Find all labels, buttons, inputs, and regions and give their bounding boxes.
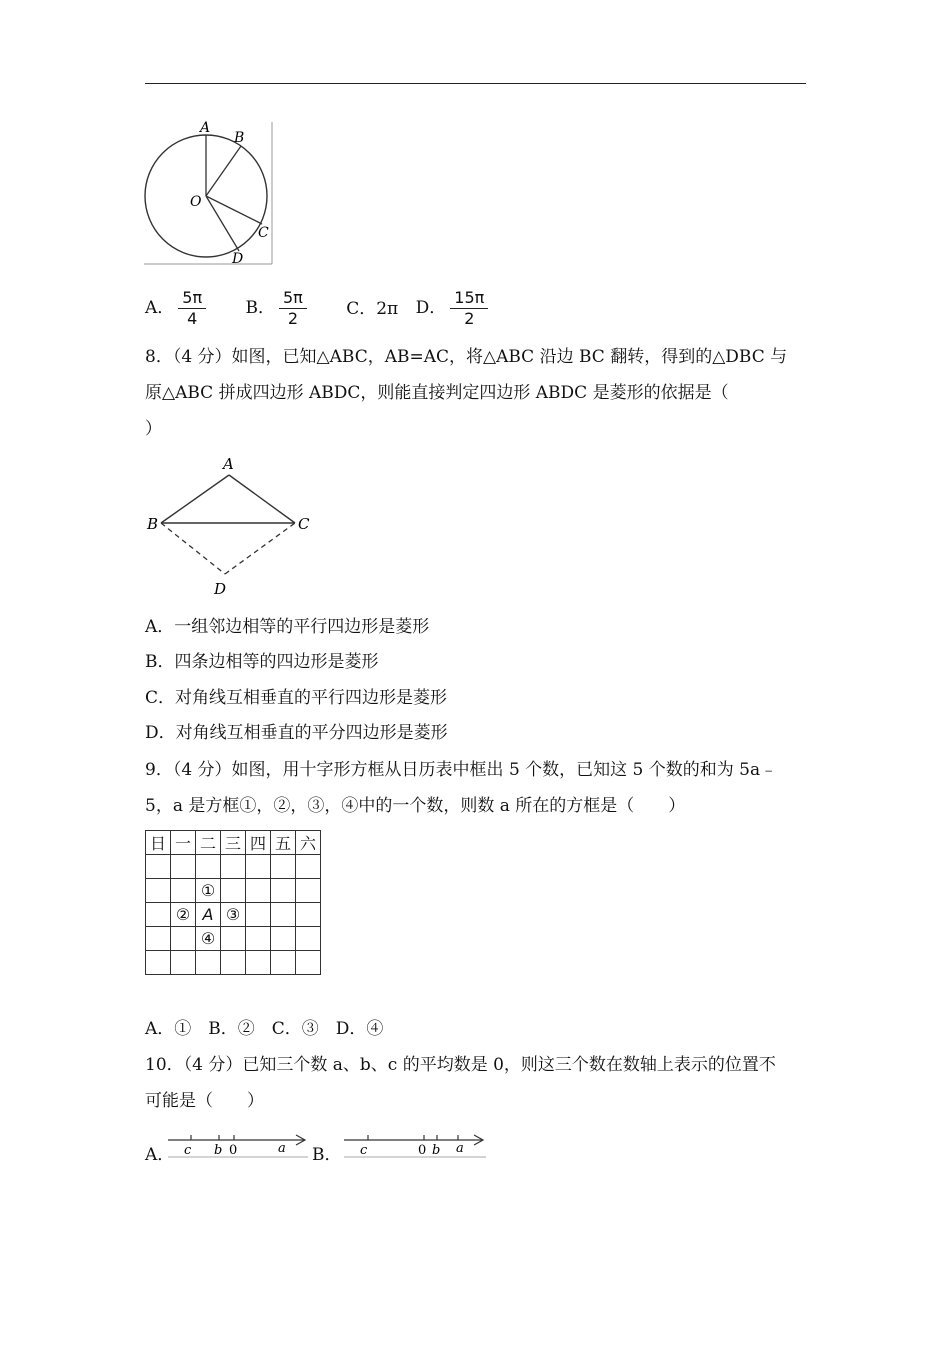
q8-opt-c[interactable]: C．对角线互相垂直的平行四边形是菱形 [145,688,448,708]
q7-opt-a[interactable] [145,288,210,329]
box-1: ① [196,879,221,903]
label-c: C [298,515,310,533]
calendar-header-cell: 三 [221,831,246,855]
q8-opt-a[interactable]: A．一组邻边相等的平行四边形是菱形 [145,617,430,637]
calendar-header-cell: 一 [171,831,196,855]
number-line-b [340,1130,490,1160]
q7-opt-c-letter: C． [346,298,377,319]
q10-opt-a-label[interactable]: A． [145,1145,175,1165]
box-2: ② [171,903,196,927]
side-ac [229,475,295,523]
q8-stem-line3: ） [145,419,162,439]
q9-stem-line1: 9．（4 分）如图，用十字形方框从日历表中框出 5 个数，已知这 5 个数的和为 5a﹣ [145,760,778,780]
q7-opt-a-den: 4 [187,309,198,328]
q10-stem-line2: 可能是（ ） [145,1091,264,1111]
calendar-header-cell: 二 [196,831,221,855]
calendar-header-cell: 五 [271,831,296,855]
q10-stem-line1: 10．（4 分）已知三个数 a、b、c 的平均数是 0，则这三个数在数轴上表示的位置不 [145,1055,776,1075]
q7-opt-c-text: 2π [376,298,399,319]
rhombus-figure [140,452,330,600]
radius-ob [206,146,241,196]
label-a: a [278,1141,286,1156]
q7-opt-d-den: 2 [464,309,475,328]
label-d: D [214,580,227,598]
calendar-header-row [146,831,321,855]
q7-opt-b-letter: B． [245,298,275,318]
label-b: B [234,130,245,146]
q7-opt-a-num: 5π [178,288,206,309]
label-b: B [147,515,159,533]
label-d: D [232,251,244,267]
label-zero: 0 [418,1143,427,1158]
q8-stem-line2: 原△ABC 拼成四边形 ABDC，则能直接判定四边形 ABDC 是菱形的依据是（ [145,383,729,403]
label-a: A [223,455,234,473]
label-zero: 0 [229,1143,238,1158]
calendar-header-cell: 六 [296,831,321,855]
calendar-header-cell: 四 [246,831,271,855]
label-b: b [214,1143,223,1158]
box-4: ④ [196,927,221,951]
side-dc [225,523,295,574]
calendar-row [146,855,321,879]
q8-stem-line1: 8．（4 分）如图，已知△ABC，AB=AC，将△ABC 沿边 BC 翻转，得到的△DBC 与 [145,347,788,367]
calendar-row [146,879,321,903]
side-bd [161,523,225,574]
calendar-header-cell: 日 [146,831,171,855]
q7-opt-d[interactable] [416,288,493,329]
q9-stem-line2: 5，a 是方框①，②，③，④中的一个数，则数 a 所在的方框是（ ） [145,796,686,816]
q7-opt-b-num: 5π [279,288,307,309]
calendar-row [146,903,321,927]
q10-opt-b-label[interactable]: B． [312,1145,342,1165]
box-a: A [196,903,221,927]
calendar-row [146,927,321,951]
q9-options[interactable]: A．① B．② C．③ D．④ [145,1019,384,1039]
label-b: b [432,1143,441,1158]
label-c: C [258,225,269,241]
side-ab [161,475,229,523]
header-rule [145,83,806,84]
q7-opt-a-letter: A． [145,298,175,318]
number-line-a [166,1130,312,1160]
q8-opt-d[interactable]: D．对角线互相垂直的平分四边形是菱形 [145,723,448,743]
label-a: A [200,120,211,136]
q7-opt-b[interactable] [246,288,311,329]
q7-options [145,288,492,329]
label-o: O [190,194,202,210]
q7-opt-d-letter: D． [415,298,447,318]
label-a: a [456,1141,464,1156]
q7-opt-b-den: 2 [287,309,298,328]
q8-opt-b[interactable]: B．四条边相等的四边形是菱形 [145,652,379,672]
q7-opt-d-num: 15π [450,288,488,309]
q7-opt-c[interactable] [346,297,398,321]
label-c: c [360,1143,368,1158]
calendar-row [146,951,321,975]
label-c: c [184,1143,192,1158]
circle-figure [140,118,280,268]
box-3: ③ [221,903,246,927]
calendar-table [145,830,321,975]
